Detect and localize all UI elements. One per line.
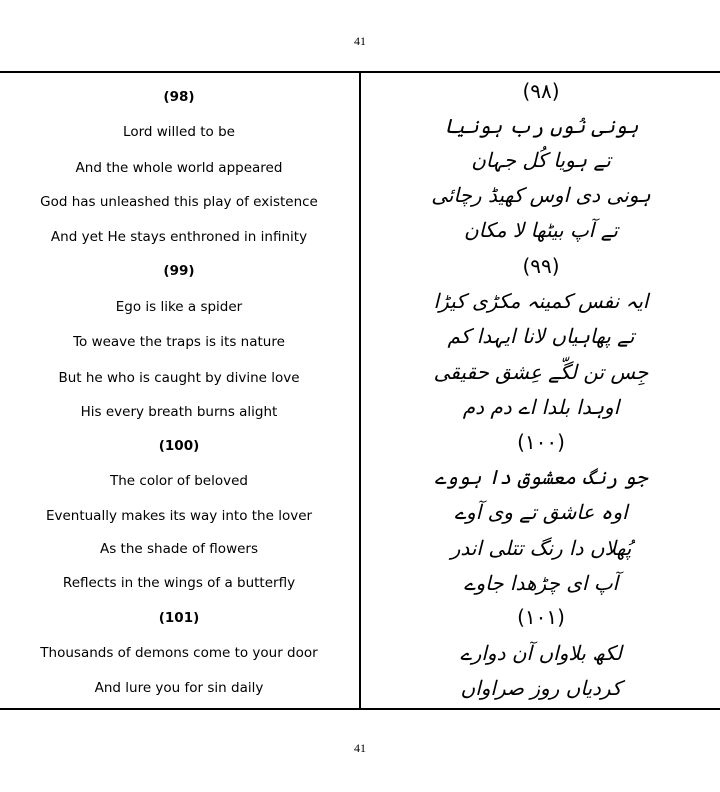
english-line: Eventually makes its way into the lover	[45, 508, 313, 524]
english-line: Ego is like a spider	[115, 299, 243, 315]
urdu-line: لکھ بلاواں آن دوارے	[460, 641, 622, 665]
urdu-verse-number-99: (۹۹)	[522, 254, 560, 278]
bottom-rule	[0, 708, 720, 710]
english-column	[0, 0, 358, 792]
urdu-line: اوہدا بلدا اے دم دم	[462, 395, 620, 419]
english-line: And lure you for sin daily	[94, 680, 264, 696]
urdu-verse-number-98: (۹۸)	[522, 79, 560, 103]
urdu-line: ہونی نُوں رب ہونیا	[443, 114, 639, 138]
urdu-line: پُھلاں دا رنگ تتلی اندر	[450, 536, 632, 560]
verse-number-99: (99)	[163, 263, 195, 279]
urdu-line: تے پھاہیاں لانا ایہدا کم	[447, 324, 635, 348]
english-line: Reflects in the wings of a butterfly	[62, 575, 296, 591]
english-line: God has unleashed this play of existence	[40, 194, 318, 210]
english-line: As the shade of flowers	[99, 541, 259, 557]
page-number-bottom: 41	[354, 741, 366, 755]
urdu-line: ایہ نفس کمینہ مکڑی کیڑا	[433, 289, 649, 313]
english-line: His every breath burns alight	[80, 404, 278, 420]
urdu-verse-number-100: (۱۰۰)	[517, 430, 565, 454]
urdu-column	[362, 0, 720, 792]
urdu-line: جِس تن لگّے عِشق حقیقی	[433, 360, 649, 384]
urdu-line: تے ہویا کُل جہان	[471, 148, 611, 172]
english-line: The color of beloved	[110, 473, 248, 489]
urdu-line: تے آپ بیٹھا لا مکان	[464, 218, 618, 242]
english-line: To weave the traps is its nature	[73, 334, 285, 350]
verse-number-101: (101)	[158, 610, 200, 626]
urdu-line: جو رنگ معشوق دا ہووے	[434, 465, 648, 489]
english-line: And yet He stays enthroned in infinity	[50, 229, 308, 245]
verse-number-98: (98)	[163, 89, 195, 105]
urdu-line: آپ ای چڑھدا جاوے	[463, 571, 619, 595]
urdu-line: ہونی دی اوس کھیڈ رچائی	[431, 183, 651, 207]
column-divider	[359, 72, 361, 709]
english-line: Thousands of demons come to your door	[40, 645, 318, 661]
page-number-top: 41	[354, 34, 366, 48]
urdu-verse-number-101: (۱۰۱)	[517, 605, 565, 629]
urdu-line: کردیاں روز صراواں	[460, 676, 622, 700]
english-line: Lord willed to be	[123, 124, 235, 140]
verse-number-100: (100)	[158, 438, 200, 454]
english-line: But he who is caught by divine love	[58, 370, 300, 386]
english-line: And the whole world appeared	[75, 160, 283, 176]
urdu-line: اوہ عاشق تے وی آوے	[454, 500, 628, 524]
